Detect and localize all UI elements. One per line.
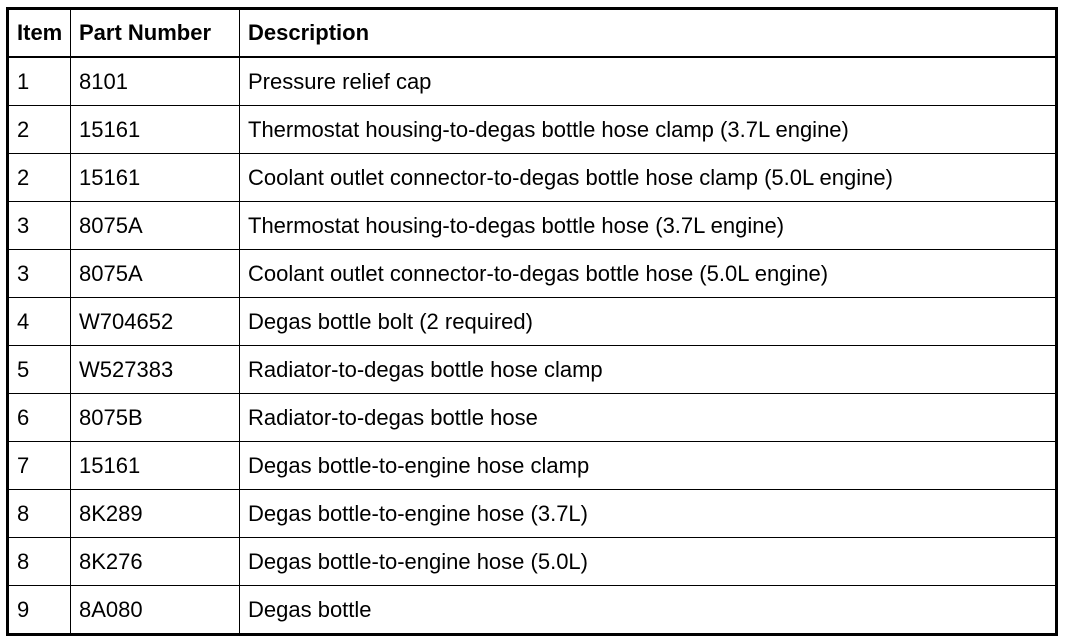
part-number-cell: 8K276	[71, 538, 240, 586]
item-cell: 2	[8, 106, 71, 154]
description-cell: Degas bottle	[240, 586, 1057, 635]
description-cell: Coolant outlet connector-to-degas bottle hose (5.0L engine)	[240, 250, 1057, 298]
item-cell: 3	[8, 202, 71, 250]
description-cell: Coolant outlet connector-to-degas bottle hose clamp (5.0L engine)	[240, 154, 1057, 202]
part-number-cell: 8075A	[71, 250, 240, 298]
description-cell: Pressure relief cap	[240, 57, 1057, 106]
part-number-cell: 15161	[71, 442, 240, 490]
item-cell: 8	[8, 538, 71, 586]
table-row	[8, 202, 1057, 250]
table-row	[8, 442, 1057, 490]
part-number-cell: 8075B	[71, 394, 240, 442]
table-row	[8, 57, 1057, 106]
header-row	[8, 9, 1057, 58]
part-number-cell: 15161	[71, 154, 240, 202]
item-cell: 7	[8, 442, 71, 490]
description-cell: Radiator-to-degas bottle hose	[240, 394, 1057, 442]
part-number-cell: 8075A	[71, 202, 240, 250]
table-row	[8, 394, 1057, 442]
table-header	[8, 9, 1057, 58]
item-cell: 3	[8, 250, 71, 298]
table-body	[8, 57, 1057, 635]
part-number-cell: 8K289	[71, 490, 240, 538]
table-row	[8, 298, 1057, 346]
description-cell: Degas bottle bolt (2 required)	[240, 298, 1057, 346]
item-cell: 5	[8, 346, 71, 394]
table-row	[8, 106, 1057, 154]
item-cell: 1	[8, 57, 71, 106]
description-cell: Thermostat housing-to-degas bottle hose clamp (3.7L engine)	[240, 106, 1057, 154]
item-cell: 2	[8, 154, 71, 202]
table-row	[8, 250, 1057, 298]
header-part-number: Part Number	[71, 9, 240, 58]
part-number-cell: 8A080	[71, 586, 240, 635]
description-cell: Radiator-to-degas bottle hose clamp	[240, 346, 1057, 394]
table-row	[8, 538, 1057, 586]
header-description: Description	[240, 9, 1057, 58]
part-number-cell: 8101	[71, 57, 240, 106]
part-number-cell: 15161	[71, 106, 240, 154]
item-cell: 6	[8, 394, 71, 442]
table-row	[8, 154, 1057, 202]
description-cell: Degas bottle-to-engine hose (5.0L)	[240, 538, 1057, 586]
item-cell: 4	[8, 298, 71, 346]
table-row	[8, 586, 1057, 635]
part-number-cell: W527383	[71, 346, 240, 394]
description-cell: Thermostat housing-to-degas bottle hose (3.7L engine)	[240, 202, 1057, 250]
description-cell: Degas bottle-to-engine hose clamp	[240, 442, 1057, 490]
item-cell: 8	[8, 490, 71, 538]
item-cell: 9	[8, 586, 71, 635]
table-row	[8, 346, 1057, 394]
table-row	[8, 490, 1057, 538]
part-number-cell: W704652	[71, 298, 240, 346]
header-item: Item	[8, 9, 71, 58]
description-cell: Degas bottle-to-engine hose (3.7L)	[240, 490, 1057, 538]
parts-table	[6, 7, 1058, 636]
